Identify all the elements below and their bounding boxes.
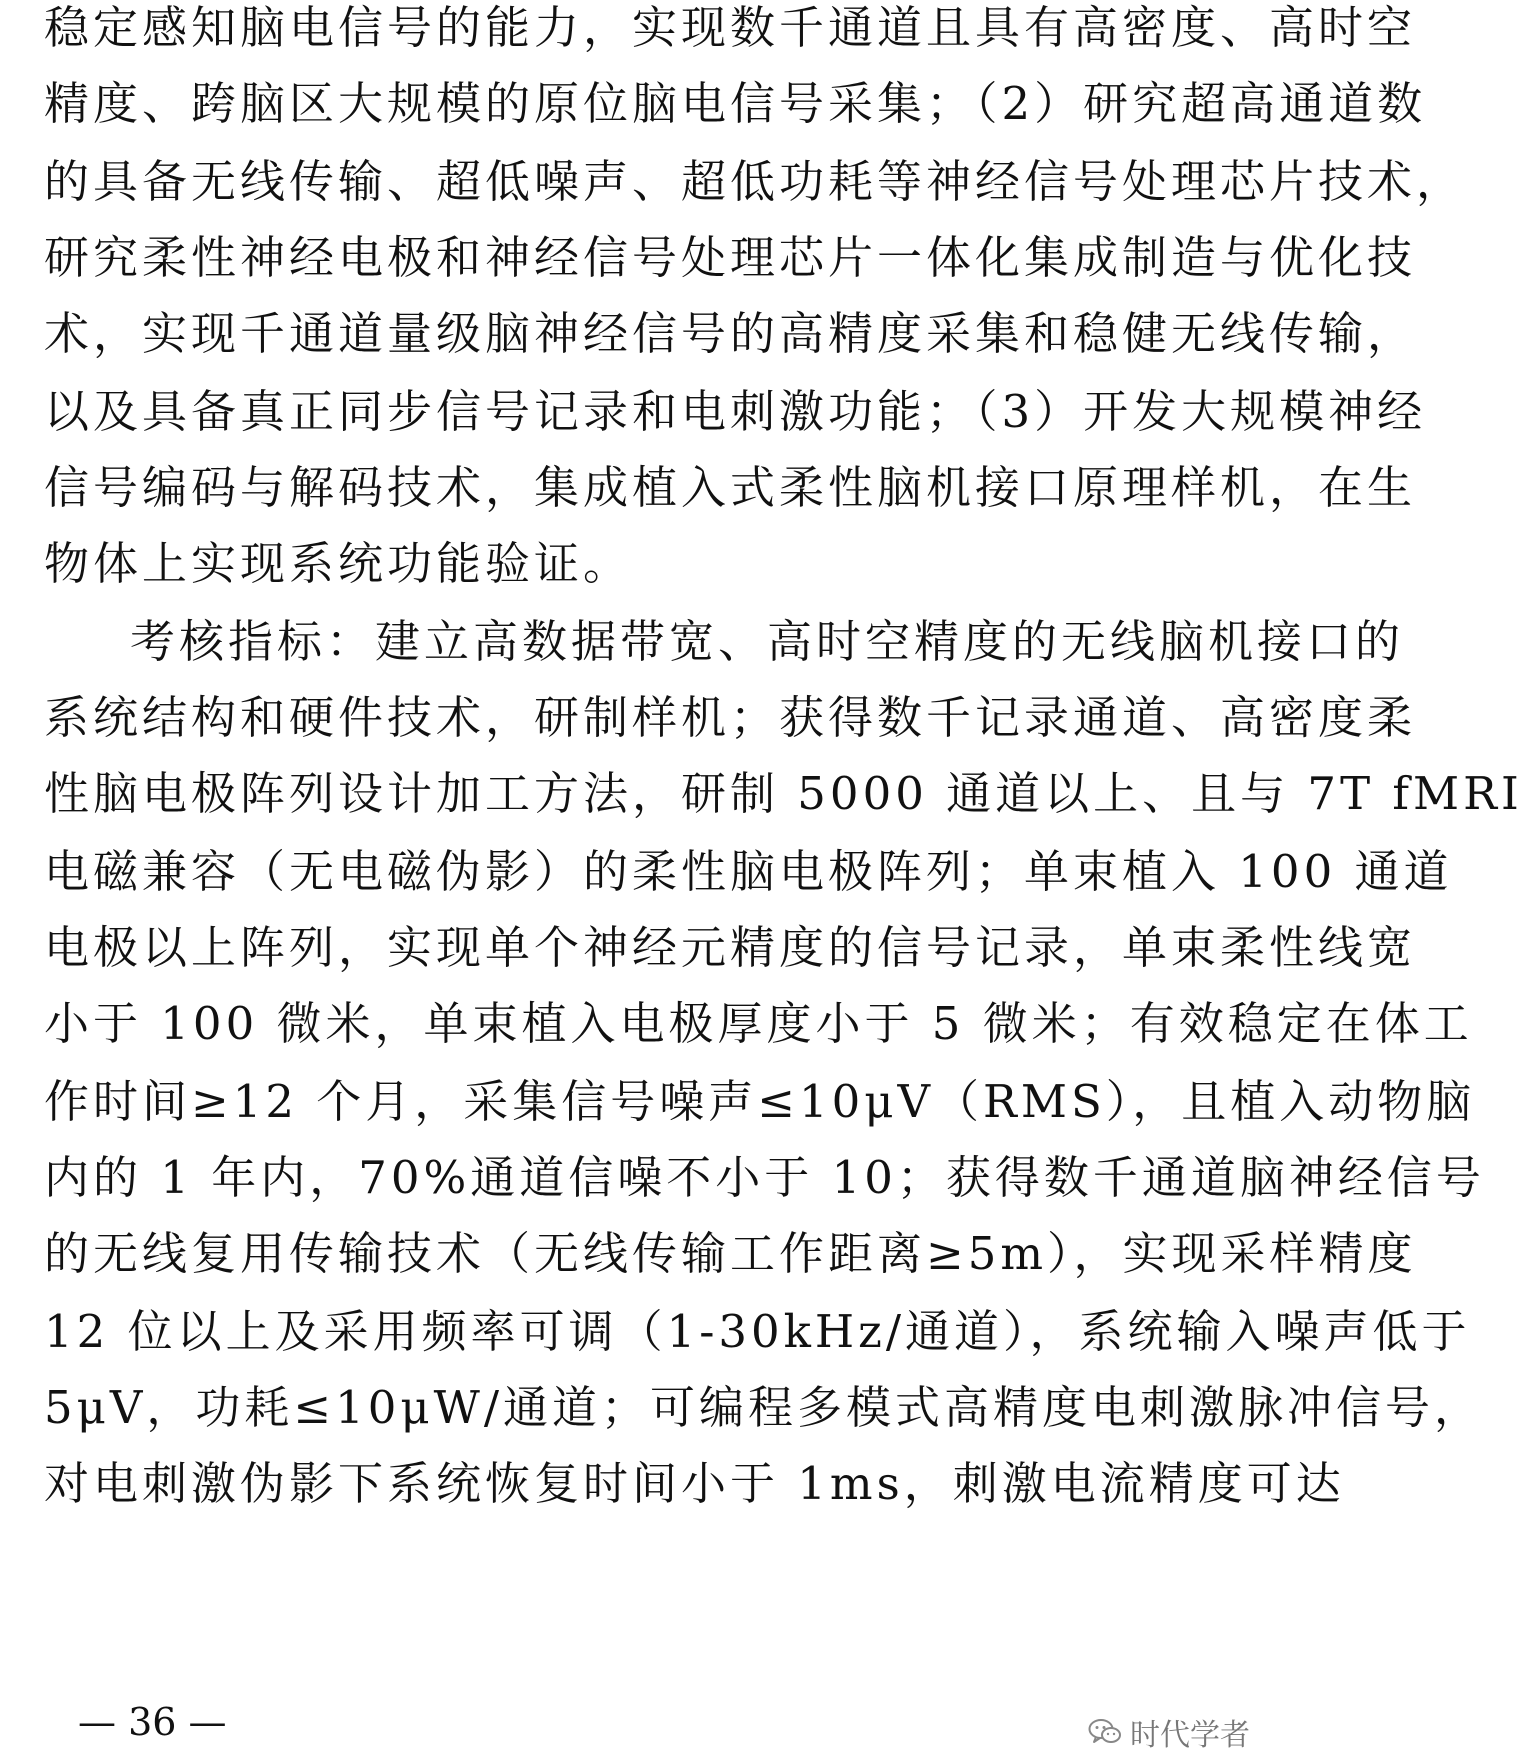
text-line-3: 的具备无线传输、超低噪声、超低功耗等神经信号处理芯片技术， (44, 155, 1466, 208)
text-line-6: 以及具备真正同步信号记录和电刺激功能；（3）开发大规模神经 (44, 385, 1427, 438)
text-line-1: 稳定感知脑电信号的能力，实现数千通道且具有高密度、高时空 (44, 1, 1417, 54)
text-line-20: 对电刺激伪影下系统恢复时间小于 1ms，刺激电流精度可达 (44, 1457, 1345, 1510)
text-line-5: 术，实现千通道量级脑神经信号的高精度采集和稳健无线传输， (44, 307, 1417, 360)
text-line-2: 精度、跨脑区大规模的原位脑电信号采集；（2）研究超高通道数 (44, 77, 1427, 130)
watermark-text: 时代学者 (1130, 1718, 1250, 1753)
text-line-4: 研究柔性神经电极和神经信号处理芯片一体化集成制造与优化技 (44, 231, 1417, 284)
text-line-13: 电极以上阵列，实现单个神经元精度的信号记录，单束柔性线宽 (44, 921, 1417, 974)
text-line-7: 信号编码与解码技术，集成植入式柔性脑机接口原理样机，在生 (44, 461, 1417, 514)
text-line-8: 物体上实现系统功能验证。 (44, 537, 633, 590)
wechat-icon (1088, 1718, 1122, 1746)
watermark (1088, 1712, 1250, 1752)
text-line-12: 电磁兼容（无电磁伪影）的柔性脑电极阵列；单束植入 100 通道 (44, 845, 1453, 898)
page-number: — 36 — (78, 1700, 227, 1744)
text-line-11: 性脑电极阵列设计加工方法，研制 5000 通道以上、且与 7T fMRI (44, 767, 1523, 820)
text-line-18: 12 位以上及采用频率可调（1-30kHz/通道），系统输入噪声低于 (44, 1305, 1471, 1358)
text-line-19: 5μV，功耗≤10μW/通道；可编程多模式高精度电刺激脉冲信号， (44, 1381, 1484, 1434)
text-line-17: 的无线复用传输技术（无线传输工作距离≥5m），实现采样精度 (44, 1227, 1417, 1280)
text-line-15: 作时间≥12 个月，采集信号噪声≤10μV（RMS），且植入动物脑 (44, 1075, 1476, 1128)
text-line-14: 小于 100 微米，单束植入电极厚度小于 5 微米；有效稳定在体工 (44, 997, 1473, 1050)
text-line-16: 内的 1 年内，70%通道信噪不小于 10；获得数千通道脑神经信号 (44, 1151, 1485, 1204)
paragraph-indent-line: 考核指标：建立高数据带宽、高时空精度的无线脑机接口的 (130, 615, 1405, 668)
text-line-10: 系统结构和硬件技术，研制样机；获得数千记录通道、高密度柔 (44, 691, 1417, 744)
